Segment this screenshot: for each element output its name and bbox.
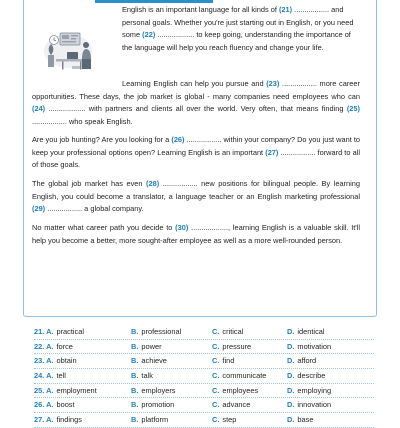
option-text: employment bbox=[56, 385, 97, 395]
passage-paragraph-5 bbox=[32, 222, 360, 247]
option-text: innovation bbox=[297, 400, 332, 410]
question-number: 26. bbox=[34, 400, 47, 410]
option-a[interactable] bbox=[34, 384, 97, 397]
option-b[interactable] bbox=[131, 354, 167, 367]
blank-number: (25) bbox=[346, 104, 360, 113]
option-c[interactable] bbox=[212, 384, 258, 397]
option-b[interactable] bbox=[131, 398, 174, 411]
option-d[interactable] bbox=[287, 325, 325, 338]
option-text: findings bbox=[56, 415, 82, 425]
question-row bbox=[34, 325, 374, 340]
option-text: practical bbox=[56, 327, 84, 336]
passage-text: .................. with partners and clients all over the world. Very often, that means finding bbox=[45, 104, 347, 113]
option-text: promotion bbox=[141, 400, 175, 410]
option-a[interactable] bbox=[34, 340, 73, 353]
option-text: afford bbox=[297, 356, 317, 366]
option-c[interactable] bbox=[212, 325, 243, 338]
blank-number: (27) bbox=[265, 147, 279, 157]
option-letter: D. bbox=[287, 341, 295, 351]
option-c[interactable] bbox=[212, 413, 236, 426]
option-letter: A. bbox=[46, 371, 54, 381]
option-d[interactable] bbox=[287, 340, 331, 353]
option-letter: B. bbox=[131, 356, 139, 366]
option-text: boost bbox=[56, 400, 75, 410]
option-letter: A. bbox=[46, 385, 54, 395]
option-letter: A. bbox=[46, 400, 54, 410]
option-letter: B. bbox=[131, 385, 139, 395]
question-number: 24. bbox=[34, 371, 47, 381]
option-letter: A. bbox=[46, 415, 54, 425]
option-text: professional bbox=[141, 327, 182, 336]
option-letter: C. bbox=[212, 341, 220, 351]
blank-number: (21) bbox=[278, 5, 293, 14]
option-text: describe bbox=[297, 371, 326, 381]
option-c[interactable] bbox=[212, 340, 251, 353]
option-b[interactable] bbox=[131, 369, 153, 382]
option-text: critical bbox=[222, 327, 244, 336]
option-b[interactable] bbox=[131, 384, 176, 397]
answer-options-list bbox=[34, 325, 374, 428]
option-letter: B. bbox=[131, 415, 139, 425]
option-letter: B. bbox=[131, 327, 139, 336]
passage-paragraph-3 bbox=[32, 134, 360, 172]
option-d[interactable] bbox=[287, 354, 316, 367]
passage-text: ................. who speak English. bbox=[32, 116, 133, 126]
passage-text: ................. and personal goals. Whether you're just starting out in English, or you need some bbox=[122, 5, 354, 39]
passage-text: ................. forward to all of those goals. bbox=[32, 147, 360, 169]
option-d[interactable] bbox=[287, 413, 313, 426]
option-a[interactable] bbox=[34, 354, 77, 367]
option-a[interactable] bbox=[34, 398, 75, 411]
option-text: pressure bbox=[222, 341, 252, 351]
passage-text: ................. more career opportunities. These days, the job market is global - many companies need employees who can bbox=[32, 79, 360, 101]
option-letter: C. bbox=[212, 371, 220, 381]
blank-number: (22) bbox=[142, 30, 156, 39]
option-letter: C. bbox=[212, 327, 220, 336]
option-a[interactable] bbox=[34, 325, 84, 338]
option-text: base bbox=[297, 415, 314, 425]
option-text: step bbox=[222, 415, 237, 425]
option-c[interactable] bbox=[212, 398, 250, 411]
question-row bbox=[34, 413, 374, 428]
option-letter: C. bbox=[212, 415, 220, 425]
passage-text: The global job market has even bbox=[32, 179, 147, 188]
option-c[interactable] bbox=[212, 369, 266, 382]
option-d[interactable] bbox=[287, 398, 331, 411]
passage-text: English is an important language for all kinds of bbox=[122, 5, 279, 14]
question-number: 25. bbox=[34, 385, 47, 395]
option-text: obtain bbox=[56, 356, 77, 366]
option-letter: D. bbox=[287, 415, 295, 425]
option-a[interactable] bbox=[34, 369, 66, 382]
option-c[interactable] bbox=[212, 354, 234, 367]
option-letter: A. bbox=[46, 356, 54, 366]
option-letter: C. bbox=[212, 400, 220, 410]
option-text: communicate bbox=[222, 371, 267, 381]
option-text: talk bbox=[141, 371, 153, 381]
passage-text: ................. new positions for bilingual people. By learning English, you could become a translator, a language teacher or an English marketing professional bbox=[32, 179, 360, 201]
question-row bbox=[34, 398, 374, 413]
question-number: 23. bbox=[34, 356, 47, 366]
blank-number: (24) bbox=[32, 104, 46, 113]
option-letter: C. bbox=[212, 385, 220, 395]
option-letter: C. bbox=[212, 356, 220, 366]
option-text: motivation bbox=[297, 341, 332, 351]
question-number: 22. bbox=[34, 341, 47, 351]
option-letter: B. bbox=[131, 341, 139, 351]
passage-text: No matter what career path you decide to bbox=[32, 223, 176, 232]
option-letter: D. bbox=[287, 371, 295, 381]
office-illustration-icon bbox=[42, 28, 98, 72]
passage-paragraph-1 bbox=[122, 4, 360, 54]
passage-text: Are you job hunting? Are you looking for a bbox=[32, 135, 172, 144]
option-letter: D. bbox=[287, 356, 295, 366]
option-letter: A. bbox=[46, 327, 54, 336]
option-text: find bbox=[222, 356, 235, 366]
passage-paragraph-2 bbox=[32, 78, 360, 128]
question-row bbox=[34, 354, 374, 369]
option-letter: D. bbox=[287, 400, 295, 410]
option-letter: B. bbox=[131, 371, 139, 381]
blank-number: (30) bbox=[175, 223, 189, 232]
option-text: power bbox=[141, 341, 162, 351]
passage-text: .................., learning English is a valuable skill. It'll help you become a better, more sought-after employee as well as a more well-rounded person. bbox=[32, 223, 360, 245]
option-a[interactable] bbox=[34, 413, 82, 426]
question-number: 21. bbox=[34, 327, 47, 336]
option-text: identical bbox=[297, 327, 325, 336]
option-letter: D. bbox=[287, 327, 295, 336]
option-d[interactable] bbox=[287, 384, 331, 397]
option-b[interactable] bbox=[131, 413, 168, 426]
option-text: employees bbox=[222, 385, 259, 395]
option-letter: B. bbox=[131, 400, 139, 410]
option-text: platform bbox=[141, 415, 169, 425]
question-number: 27. bbox=[34, 415, 47, 425]
passage-text: ................. a global company. bbox=[45, 204, 144, 213]
option-b[interactable] bbox=[131, 325, 181, 338]
option-letter: A. bbox=[46, 341, 54, 351]
option-text: force bbox=[56, 341, 73, 351]
option-text: achieve bbox=[141, 356, 167, 366]
passage-paragraph-4 bbox=[32, 178, 360, 216]
option-text: tell bbox=[56, 371, 66, 381]
option-letter: D. bbox=[287, 385, 295, 395]
option-text: employing bbox=[297, 385, 332, 395]
option-text: advance bbox=[222, 400, 251, 410]
blank-number: (28) bbox=[146, 179, 160, 188]
question-row bbox=[34, 369, 374, 384]
top-accent-bar bbox=[95, 0, 213, 3]
option-d[interactable] bbox=[287, 369, 325, 382]
passage-text: Learning English can help you pursue and bbox=[122, 79, 267, 88]
passage-text: ................. within your company? Do you just want to keep your professional options open? Learning English is an important bbox=[32, 135, 360, 157]
question-row bbox=[34, 384, 374, 399]
option-b[interactable] bbox=[131, 340, 162, 353]
option-text: employers bbox=[141, 385, 176, 395]
blank-number: (26) bbox=[171, 135, 185, 144]
passage-text: .................. to keep going, understanding the importance of the language will help you reach fluency and change your life. bbox=[122, 30, 351, 52]
question-row bbox=[34, 340, 374, 355]
blank-number: (29) bbox=[32, 204, 46, 213]
blank-number: (23) bbox=[266, 79, 280, 88]
